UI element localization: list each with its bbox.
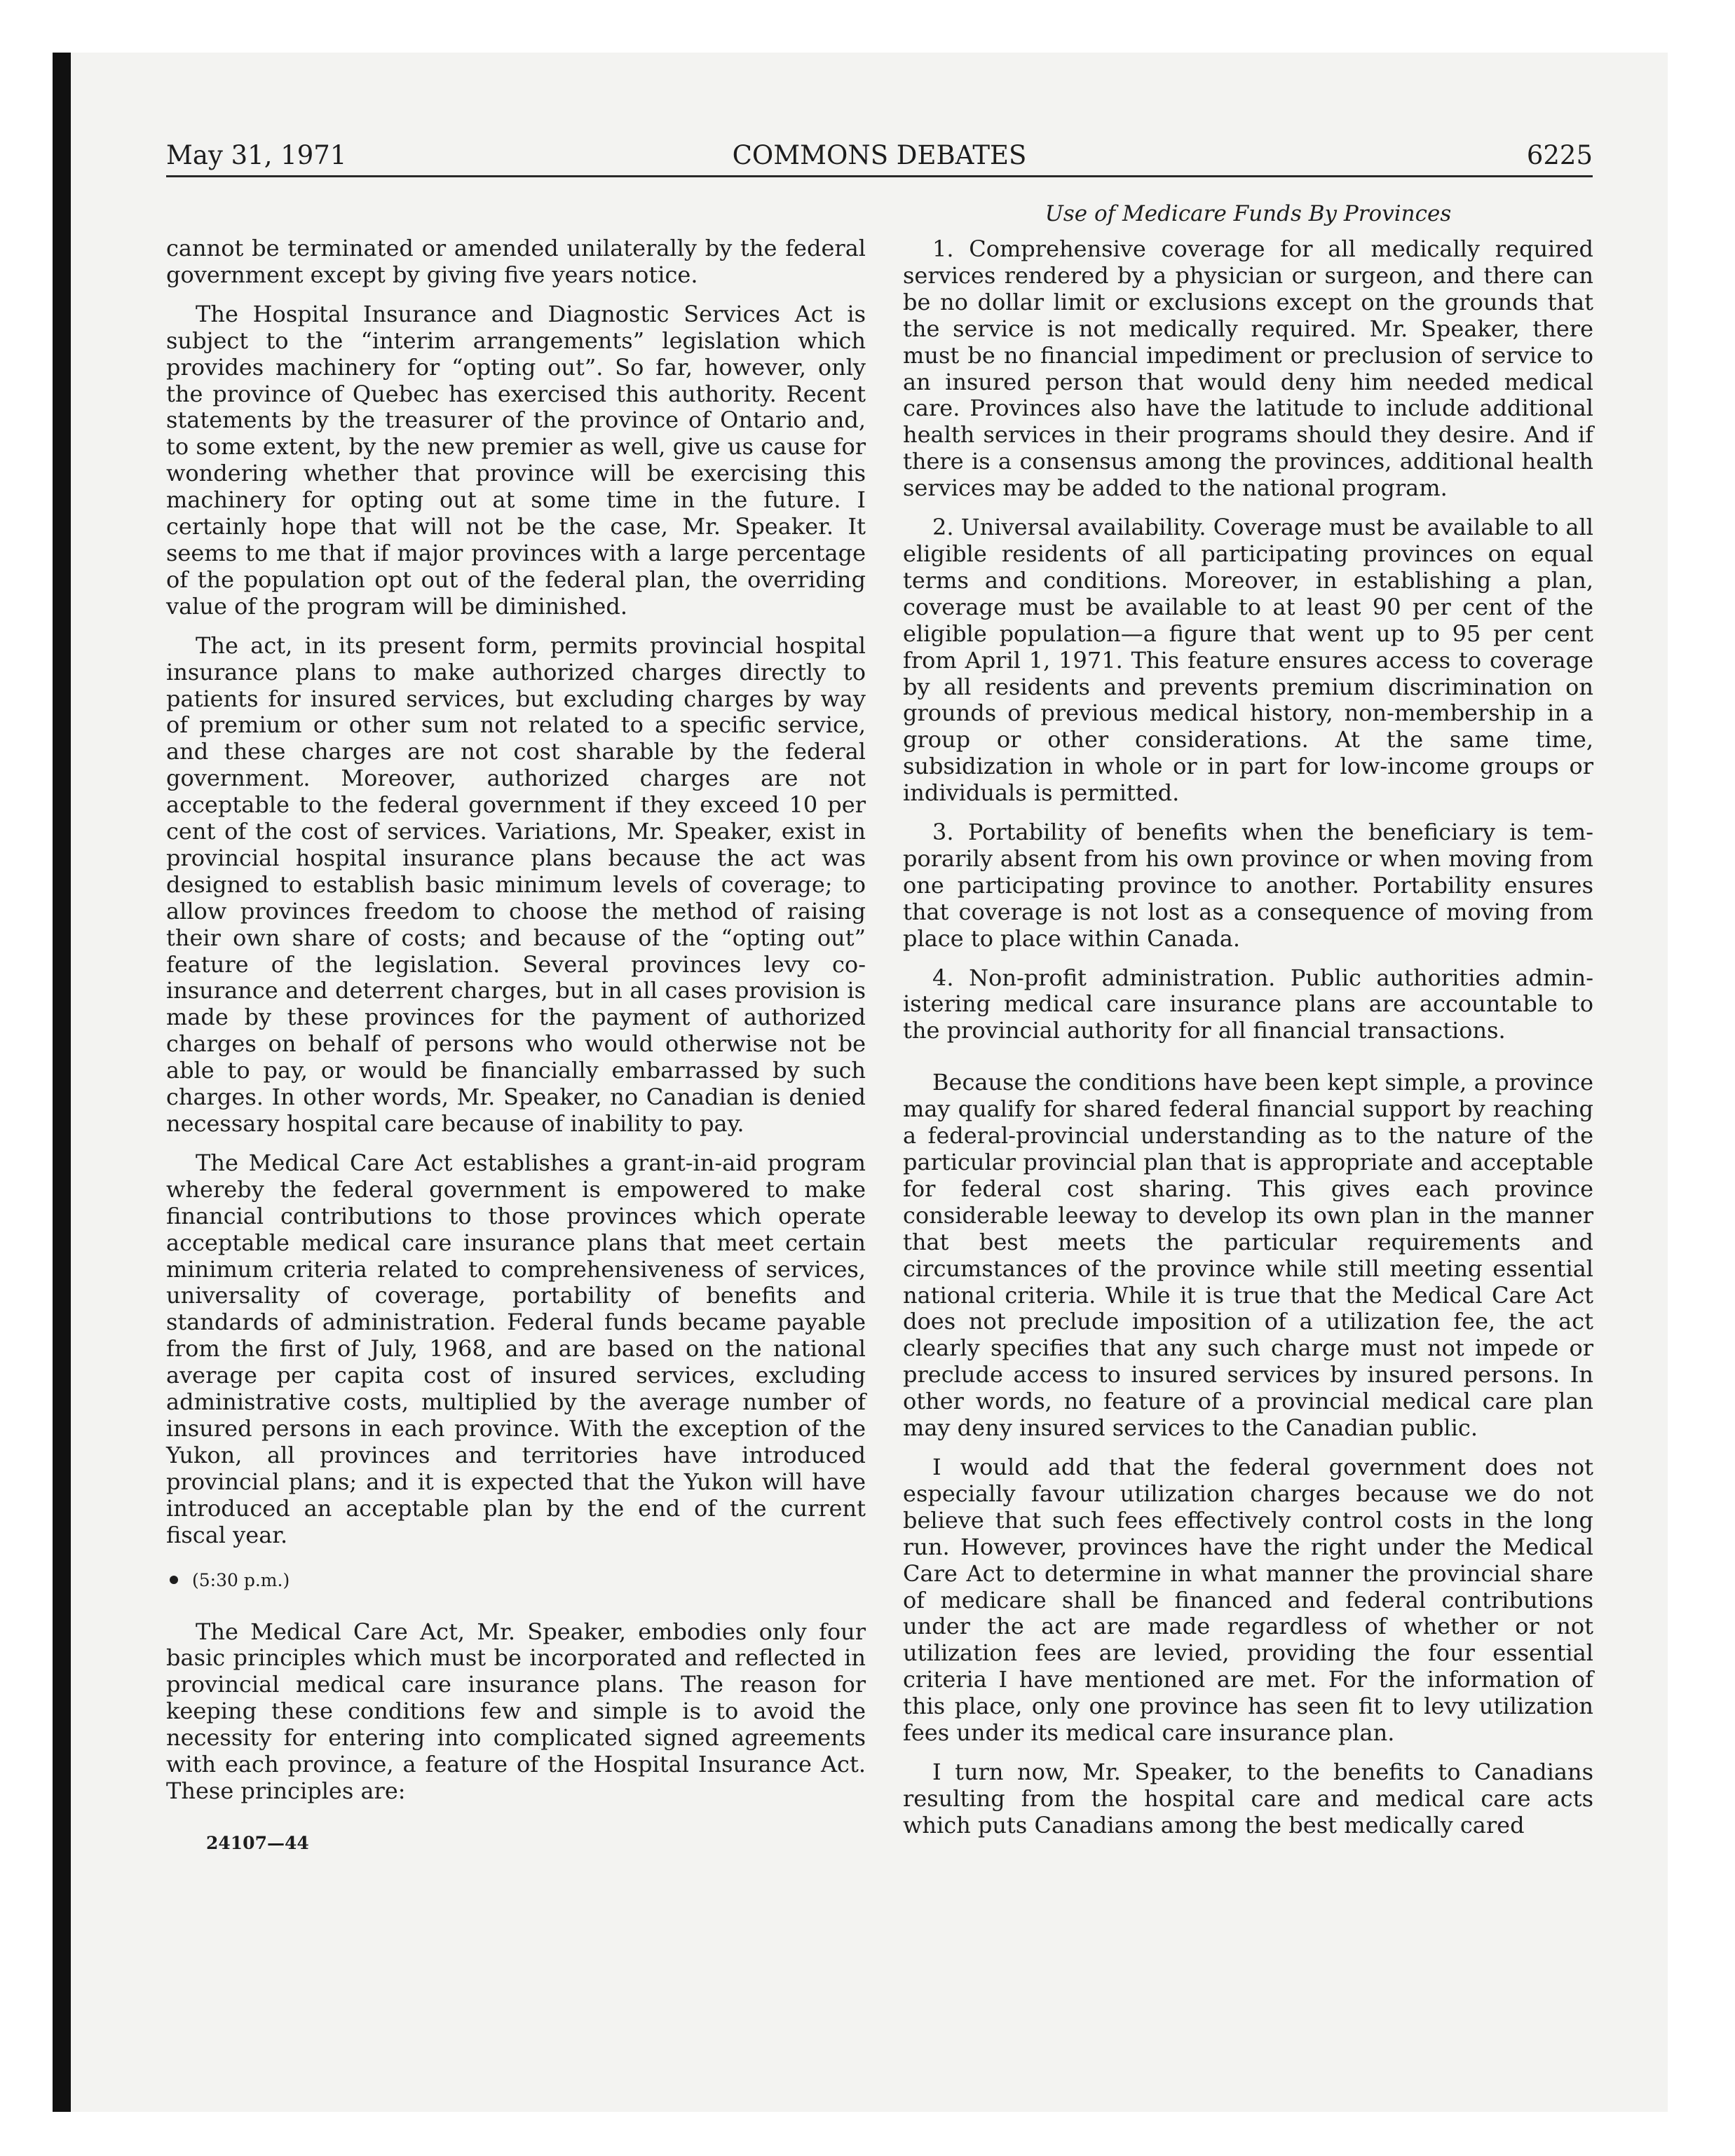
right-column [903,201,1593,1852]
section-subheading: Use of Medicare Funds By Provinces [1045,201,1452,226]
scan-border [53,53,71,2112]
timestamp [166,1570,866,1591]
paragraph: The Medical Care Act establishes a grant-in-aid program whereby the federal government is empowered to make financial contributions to those provinces which operate acceptable medical care insurance plans that meet certain minimum criteria related to comprehensiveness of services, universality of coverage, portability of benefits and standards of administration. Federal funds became payable from the first of July, 1968, and are based on the national average per capita cost of insured services, excluding administrative costs, multiplied by the average number of insured persons in each province. With the exception of the Yukon, all provinces and territories have introduced provincial plans; and it is expected that the Yukon will have introduced an acceptable plan by the end of the current fiscal year. [166,1149,866,1548]
header-date: May 31, 1971 [166,140,347,170]
folio-number: 24107—44 [206,1832,309,1853]
paragraph: The Medical Care Act, Mr. Speaker, embodies only four basic principles which must be incorporated and reflected in provincial medical care insurance plans. The reason for keeping these conditions few and simple is to avoid the necessity for entering into complicated signed agreements with each province, a feature of the Hospital Insurance Act. These principles are: [166,1618,866,1804]
paragraph: Because the conditions have been kept simple, a province may qualify for shared federal financial support by reaching a federal-provincial understanding as to the nature of the particular provincial plan that is appropriate and acceptable for federal cost sharing. This gives each province considerable leeway to develop its own plan in the manner that best meets the particular requirements and circumstances of the province while still meeting essential national criteria. While it is true that the Medical Care Act does not preclude imposition of a utilization fee, the act clearly specifies that any such charge must not impede or preclude access to insured services by insured persons. In other words, no feature of a provincial medical care plan may deny insured services to the Canadian public. [903,1069,1593,1442]
paragraph: I turn now, Mr. Speaker, to the benefits to Canadians resulting from the hospital care and medical care acts which puts Canadians among the best medically cared [903,1758,1593,1838]
timestamp-text: (5:30 p.m.) [192,1569,290,1590]
paragraph: cannot be terminated or amended unilaterally by the federal government except by giving five years notice. [166,235,866,288]
header-page-number: 6225 [1526,140,1593,170]
paragraph: 2. Universal availability. Coverage must be available to all eligible residents of all participating provinces on equal terms and conditions. Moreover, in establishing a plan, coverage must be available to at least 90 per cent of the eligible population—a figure that went up to 95 per cent from April 1, 1971. This feature ensures access to coverage by all residents and prevents premium discrimination on grounds of previous medical history, non-membership in a group or other considerations. At the same time, subsidization in whole or in part for low-income groups or individuals is permitted. [903,514,1593,807]
left-column [166,236,866,1854]
paragraph: 3. Portability of benefits when the beneficiary is temporarily absent from his own province or when moving from one participating province to another. Portability ensures that coverage is not lost as a consequence of moving from place to place within Canada. [903,819,1593,952]
header-title: COMMONS DEBATES [732,140,1027,170]
paragraph: 4. Non-profit administration. Public authorities administering medical care insurance plans are accountable to the provincial authority for all financial transactions. [903,964,1593,1044]
paragraph: The act, in its present form, permits provincial hospital insurance plans to make authorized charges directly to patients for insured services, but excluding charges by way of premium or other sum not related to a specific service, and these charges are not cost sharable by the federal government. Moreover, authorized charges are not acceptable to the federal government if they exceed 10 per cent of the cost of services. Variations, Mr. Speaker, exist in provincial hospital insurance plans because the act was designed to establish basic minimum levels of coverage; to allow provinces freedom to choose the method of raising their own share of costs; and because of the “opting out” feature of the legislation. Several provinces levy co-insurance and deterrent charges, but in all cases provision is made by these provinces for the payment of authorized charges on behalf of persons who would otherwise not be able to pay, or would be financially embarrassed by such charges. In other words, Mr. Speaker, no Canadian is denied necessary hospital care because of inability to pay. [166,632,866,1137]
paragraph: The Hospital Insurance and Diagnostic Services Act is subject to the “interim arrangements” legislation which provides machinery for “opting out”. So far, however, only the province of Quebec has exercised this authority. Recent statements by the treasurer of the province of Ontario and, to some extent, by the new premier as well, give us cause for wondering whether that province will be exercising this machinery for opting out at some time in the future. I certainly hope that will not be the case, Mr. Speaker. It seems to me that if major provinces with a large percentage of the population opt out of the federal plan, the overriding value of the program will be diminished. [166,300,866,620]
bullet-icon [170,1576,178,1584]
running-head [166,140,1593,177]
paragraph: 1. Comprehensive coverage for all medically required services rendered by a physician or surgeon, and there can be no dollar limit or exclusions except on the grounds that the service is not medically required. Mr. Speaker, there must be no financial impediment or preclusion of service to an insured person that would deny him needed medical care. Provinces also have the latitude to include additional health services in their programs should they desire. And if there is a consensus among the provinces, additional health services may be added to the national program. [903,236,1593,502]
paragraph: I would add that the federal government does not especially favour utilization charges because we do not believe that such fees effectively control costs in the long run. However, provinces have the right under the Medical Care Act to determine in what manner the provincial share of medicare shall be financed and federal contributions under the act are made regardless of whether or not utilization fees are levied, providing the four essential criteria I have mentioned are met. For the information of this place, only one province has seen fit to levy utilization fees under its medical care insurance plan. [903,1453,1593,1747]
